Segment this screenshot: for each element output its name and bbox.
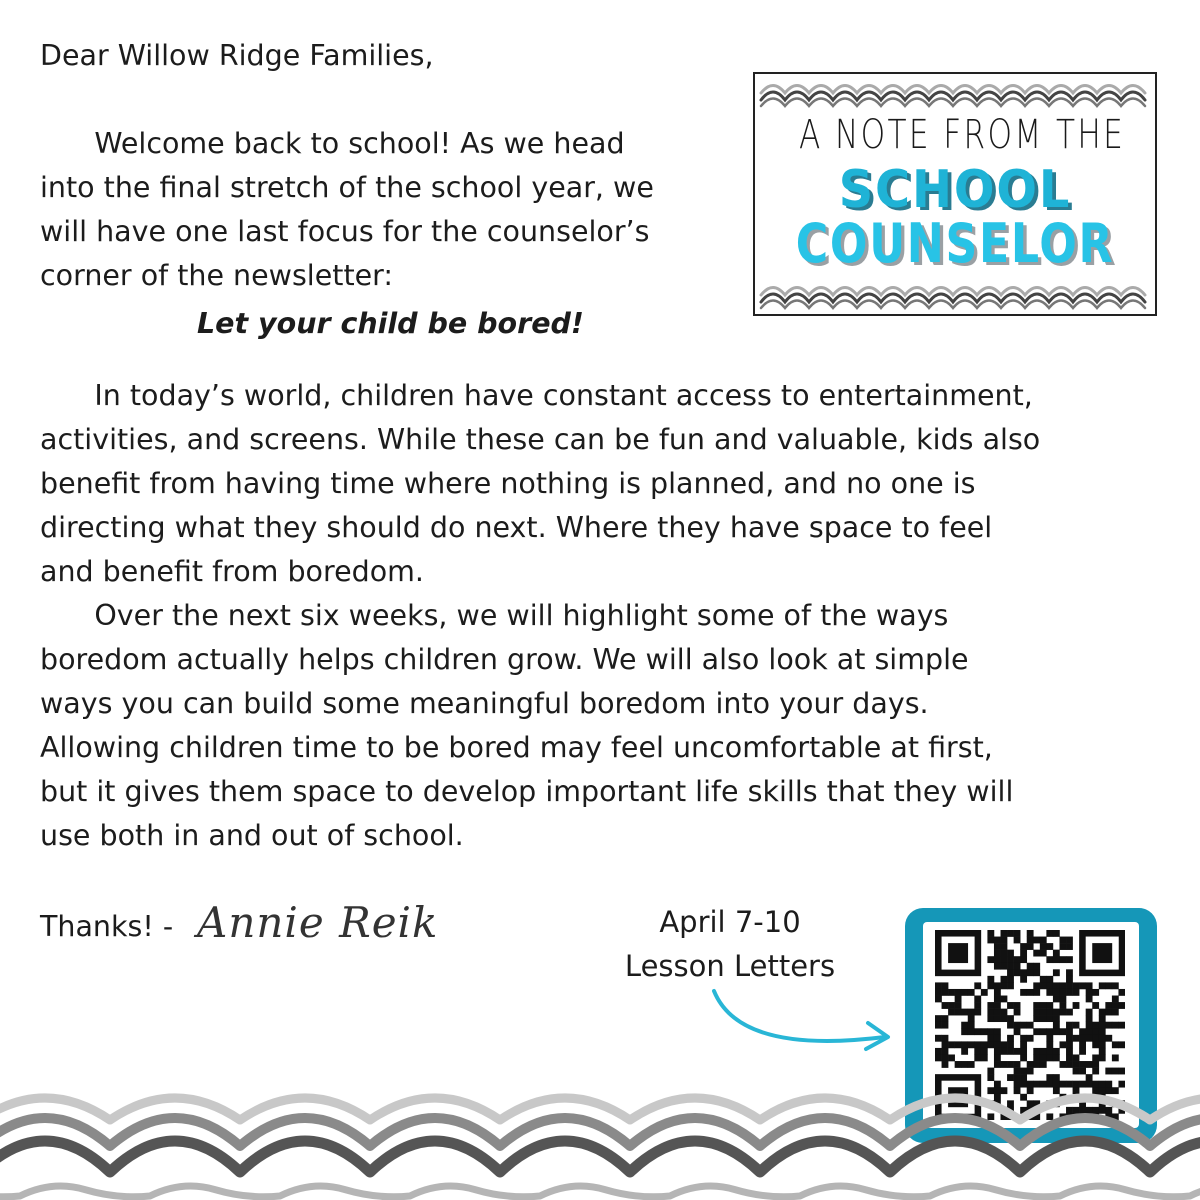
counselor-header-badge bbox=[753, 72, 1157, 316]
paragraph-line: into the final stretch of the school year, we bbox=[40, 171, 654, 204]
badge-school-word: SCHOOL bbox=[838, 160, 1072, 220]
paragraph-line: ways you can build some meaningful boredom into your days. bbox=[40, 687, 929, 720]
lesson-label bbox=[600, 900, 860, 988]
paragraph-line: activities, and screens. While these can be fun and valuable, kids also bbox=[40, 423, 1041, 456]
lesson-date: April 7-10 bbox=[659, 905, 801, 939]
curved-arrow-icon bbox=[700, 985, 900, 1065]
paragraph-line: use both in and out of school. bbox=[40, 819, 464, 852]
paragraph-todays-world bbox=[40, 374, 1040, 594]
paragraph-line: Over the next six weeks, we will highlight some of the ways bbox=[40, 599, 949, 632]
paragraph-welcome bbox=[40, 122, 654, 298]
paragraph-line: In today’s world, children have constant access to entertainment, bbox=[40, 379, 1033, 412]
lesson-title: Lesson Letters bbox=[624, 949, 836, 983]
zigzag-border-bottom bbox=[755, 280, 1155, 310]
badge-counselor-word: COUNSELOR bbox=[795, 212, 1115, 275]
closing-text: Thanks! - bbox=[40, 910, 174, 943]
paragraph-line: and benefit from boredom. bbox=[40, 555, 424, 588]
paragraph-line: Allowing children time to be bored may feel uncomfortable at first, bbox=[40, 731, 993, 764]
paragraph-next-six-weeks bbox=[40, 594, 1013, 858]
paragraph-line: will have one last focus for the counselor’s bbox=[40, 215, 650, 248]
paragraph-line: but it gives them space to develop important life skills that they will bbox=[40, 775, 1014, 808]
paragraph-line: directing what they should do next. Where they have space to feel bbox=[40, 511, 993, 544]
tagline: Let your child be bored! bbox=[197, 307, 584, 340]
zigzag-border-top bbox=[755, 78, 1155, 108]
signature: Annie Reik bbox=[197, 898, 439, 947]
letter-greeting: Dear Willow Ridge Families, bbox=[40, 39, 434, 72]
badge-title-line: A NOTE FROM THE bbox=[799, 112, 1126, 158]
paragraph-line: Welcome back to school! As we head bbox=[40, 127, 625, 160]
decorative-wave-border bbox=[0, 1068, 1200, 1200]
paragraph-line: boredom actually helps children grow. We will also look at simple bbox=[40, 643, 969, 676]
paragraph-line: benefit from having time where nothing is planned, and no one is bbox=[40, 467, 976, 500]
paragraph-line: corner of the newsletter: bbox=[40, 259, 393, 292]
